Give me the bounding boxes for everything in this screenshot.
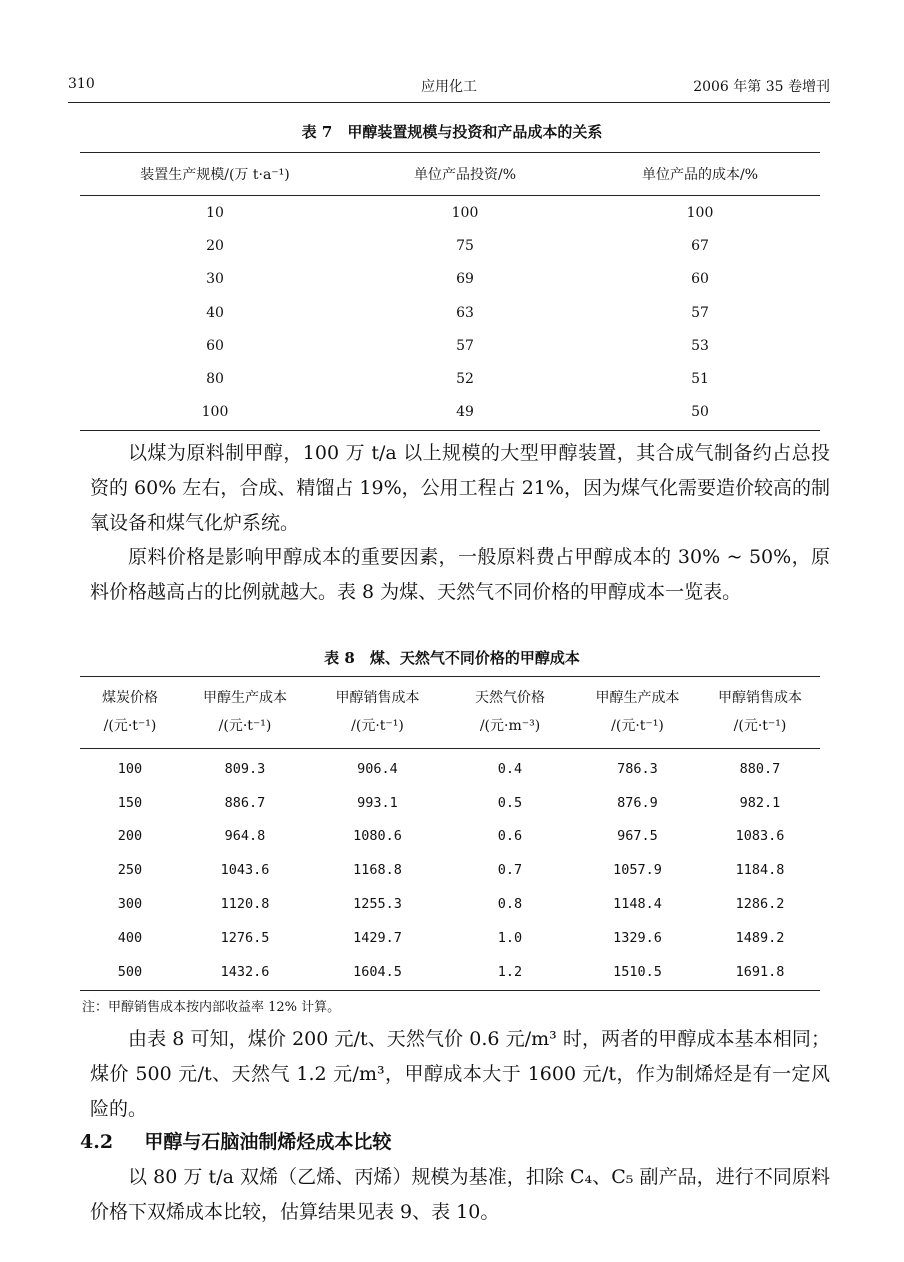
table8-col-gas-production-cost: 甲醇生产成本 xyxy=(595,690,680,706)
table-cell: 0.8 xyxy=(497,896,523,913)
table-cell: 400 xyxy=(117,929,143,946)
table-row xyxy=(80,887,820,921)
table-cell: 876.9 xyxy=(617,794,658,811)
table7-bottom-rule xyxy=(80,430,820,431)
table-cell: 1083.6 xyxy=(735,828,785,845)
table-cell: 886.7 xyxy=(224,794,266,811)
table-cell: 300 xyxy=(117,896,143,913)
table-row xyxy=(80,296,820,329)
paragraph-2: 原料价格是影响甲醇成本的重要因素，一般原料费占甲醇成本的 30% ~ 50%，原料价格越高占的比例就越大。表 8 为煤、天然气不同价格的甲醇成本一览表。 xyxy=(90,546,830,603)
table-cell: 982.1 xyxy=(739,794,781,811)
table8-caption: 表 8 煤、天然气不同价格的甲醇成本 xyxy=(324,649,580,667)
table-cell: 0.7 xyxy=(497,862,523,879)
table-cell: 51 xyxy=(691,371,709,388)
table-cell: 964.8 xyxy=(224,828,266,845)
table-cell: 786.3 xyxy=(617,760,658,777)
table-cell: 1286.2 xyxy=(735,896,785,913)
table-cell: 63 xyxy=(456,304,474,321)
table-cell: 1120.8 xyxy=(220,896,270,913)
table-row xyxy=(80,921,820,955)
table-cell: 1691.8 xyxy=(735,963,785,980)
table-cell: 100 xyxy=(117,760,143,777)
table-cell: 1168.8 xyxy=(353,862,402,879)
table8-col-gas-sales-cost-unit: /(元·t⁻¹) xyxy=(733,718,787,734)
section-heading xyxy=(80,1127,391,1154)
table-cell: 40 xyxy=(206,304,224,321)
table-cell: 57 xyxy=(456,337,474,354)
table7-col-scale: 装置生产规模/(万 t·a⁻¹) xyxy=(140,167,290,183)
header-rule xyxy=(68,102,830,103)
table-cell: 30 xyxy=(206,271,224,288)
table-row xyxy=(80,229,820,262)
table-cell: 100 xyxy=(451,204,479,221)
table8-note: 注：甲醇销售成本按内部收益率 12% 计算。 xyxy=(82,1000,341,1015)
paragraph-4: 以 80 万 t/a 双烯（乙烯、丙烯）规模为基准，扣除 C₄、C₅ 副产品，进行不同原料价格下双烯成本比较，估算结果见表 9、表 10。 xyxy=(90,1166,830,1223)
table8-col-coal-price-unit: /(元·t⁻¹) xyxy=(103,718,157,734)
table-row xyxy=(80,786,820,820)
table7-caption: 表 7 甲醇装置规模与投资和产品成本的关系 xyxy=(301,123,603,141)
table-cell: 10 xyxy=(206,204,224,221)
table-cell: 52 xyxy=(456,371,474,388)
table-cell: 880.7 xyxy=(739,760,781,777)
table-cell: 1255.3 xyxy=(353,896,402,913)
table7-col-cost: 单位产品的成本/% xyxy=(641,167,759,183)
table7 xyxy=(80,154,820,194)
table-row xyxy=(80,820,820,854)
table8-col-coal-sales-cost: 甲醇销售成本 xyxy=(335,690,420,706)
journal-name: 应用化工 xyxy=(421,79,477,95)
table-cell: 1429.7 xyxy=(353,929,402,946)
table7-top-rule xyxy=(80,152,820,153)
table-cell: 1510.5 xyxy=(613,963,662,980)
table-row xyxy=(80,955,820,989)
paragraph-1: 以煤为原料制甲醇，100 万 t/a 以上规模的大型甲醇装置，其合成气制备约占总投资的 60% 左右，合成、精馏占 19%，公用工程占 21%，因为煤气化需要造价较高的制氧设备和煤气化炉系统。 xyxy=(90,442,830,534)
table-cell: 60 xyxy=(691,271,709,288)
table-cell: 150 xyxy=(117,794,143,811)
table7-col-investment: 单位产品投资/% xyxy=(413,167,517,183)
table8-bottom-rule xyxy=(80,990,820,991)
table-row xyxy=(80,752,820,786)
table8-col-coal-sales-cost-unit: /(元·t⁻¹) xyxy=(351,718,404,734)
table8-col-gas-price: 天然气价格 xyxy=(475,690,545,706)
table-cell: 967.5 xyxy=(617,828,658,845)
table-cell: 200 xyxy=(117,828,143,845)
table8-header-rule xyxy=(80,748,820,749)
table-cell: 993.1 xyxy=(357,794,398,811)
table7-body xyxy=(80,196,820,429)
table-cell: 57 xyxy=(691,304,709,321)
table-cell: 0.4 xyxy=(497,760,523,777)
table-row xyxy=(80,263,820,296)
section-number: 4.2 xyxy=(80,1131,114,1153)
table-cell: 1329.6 xyxy=(613,929,662,946)
table-cell: 1148.4 xyxy=(613,896,662,913)
table-cell: 53 xyxy=(691,337,709,354)
table-cell: 1604.5 xyxy=(353,963,402,980)
table8-body xyxy=(80,752,820,989)
table-cell: 1057.9 xyxy=(613,862,662,879)
table-cell: 0.6 xyxy=(497,828,523,845)
table-cell: 1080.6 xyxy=(353,828,402,845)
table-row xyxy=(80,362,820,395)
table8-col-gas-price-unit: /(元·m⁻³) xyxy=(479,718,541,734)
table-cell: 50 xyxy=(691,404,709,421)
table-cell: 100 xyxy=(686,204,714,221)
table-row xyxy=(80,196,820,229)
table-cell: 100 xyxy=(201,404,229,421)
table-cell: 80 xyxy=(206,371,224,388)
table-cell: 1043.6 xyxy=(220,862,270,879)
table-cell: 906.4 xyxy=(357,760,398,777)
table-cell: 0.5 xyxy=(497,794,523,811)
table-cell: 1489.2 xyxy=(735,929,785,946)
running-header xyxy=(68,76,830,102)
table-cell: 67 xyxy=(691,237,709,254)
paragraph-3: 由表 8 可知，煤价 200 元/t、天然气价 0.6 元/m³ 时，两者的甲醇成本基本相同；煤价 500 元/t、天然气 1.2 元/m³，甲醇成本大于 1600 元/t，作为制烯烃是有一定风险的。 xyxy=(90,1028,830,1120)
section-title: 甲醇与石脑油制烯烃成本比较 xyxy=(144,1131,392,1153)
table-cell: 1.0 xyxy=(497,929,523,946)
table8-top-rule xyxy=(80,676,820,677)
table8-col-gas-production-cost-unit: /(元·t⁻¹) xyxy=(611,718,664,734)
table-cell: 49 xyxy=(456,404,474,421)
table8-col-coal-production-cost-unit: /(元·t⁻¹) xyxy=(218,718,272,734)
table-cell: 75 xyxy=(456,237,474,254)
table-row xyxy=(80,329,820,362)
table-cell: 69 xyxy=(456,271,474,288)
table-cell: 500 xyxy=(117,963,143,980)
table8-col-gas-sales-cost: 甲醇销售成本 xyxy=(718,690,802,706)
table-cell: 1184.8 xyxy=(735,862,785,879)
table-cell: 1.2 xyxy=(497,963,523,980)
table-cell: 60 xyxy=(206,337,224,354)
table-cell: 809.3 xyxy=(224,760,266,777)
table8-col-coal-production-cost: 甲醇生产成本 xyxy=(203,690,287,706)
table-row xyxy=(80,396,820,429)
journal-issue: 2006 年第 35 卷增刊 xyxy=(693,79,830,95)
table8-col-coal-price: 煤炭价格 xyxy=(102,690,158,706)
table-cell: 1432.6 xyxy=(220,963,270,980)
table-cell: 20 xyxy=(206,237,224,254)
table-row xyxy=(80,853,820,887)
table-cell: 250 xyxy=(117,862,143,879)
page-number: 310 xyxy=(68,76,95,92)
table7-header-row xyxy=(80,154,820,194)
table-cell: 1276.5 xyxy=(220,929,270,946)
